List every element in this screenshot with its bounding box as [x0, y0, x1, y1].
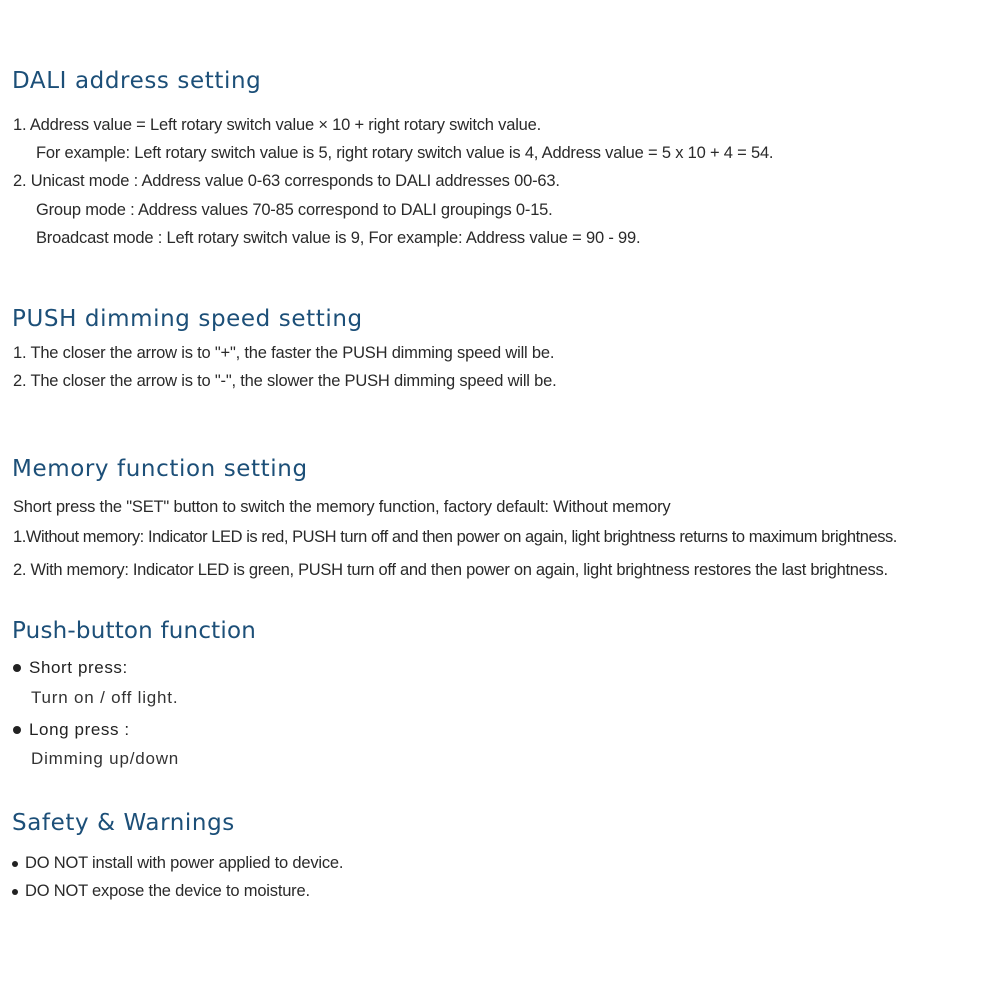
short-press-label: Short press:: [29, 658, 128, 677]
short-press-desc: Turn on / off light.: [31, 688, 179, 707]
dali-line-4: Group mode : Address values 70-85 correspond to DALI groupings 0-15.: [36, 201, 553, 219]
bullet-icon: [12, 861, 18, 867]
bullet-icon: [13, 726, 21, 734]
memory-line-2: 2. With memory: Indicator LED is green, PUSH turn off and then power on again, light brightness restores the last brightness.: [13, 561, 888, 579]
memory-heading: Memory function setting: [12, 456, 308, 482]
safety-item-2: [12, 882, 310, 901]
safety-item-1: [12, 854, 343, 873]
bullet-icon: [13, 664, 21, 672]
safety-item-text: DO NOT install with power applied to device.: [25, 854, 344, 872]
push-button-heading: Push-button function: [12, 618, 257, 644]
dali-line-2: For example: Left rotary switch value is 5, right rotary switch value is 4, Address value = 5 x 10 + 4 = 54.: [36, 144, 774, 162]
push-dimming-line-1: 1. The closer the arrow is to "+", the faster the PUSH dimming speed will be.: [13, 344, 555, 362]
short-press-row: [13, 658, 128, 678]
safety-heading: Safety & Warnings: [12, 810, 235, 836]
safety-item-text: DO NOT expose the device to moisture.: [25, 882, 310, 900]
long-press-row: [13, 720, 130, 740]
dali-line-1: 1. Address value = Left rotary switch value × 10 + right rotary switch value.: [13, 116, 541, 134]
long-press-label: Long press :: [29, 720, 130, 739]
long-press-desc: Dimming up/down: [31, 749, 180, 768]
memory-line-1: 1.Without memory: Indicator LED is red, PUSH turn off and then power on again, light brightness returns to maximum brightness.: [13, 528, 897, 546]
dali-line-3: 2. Unicast mode : Address value 0-63 corresponds to DALI addresses 00-63.: [13, 172, 560, 190]
push-dimming-line-2: 2. The closer the arrow is to "-", the slower the PUSH dimming speed will be.: [13, 372, 557, 390]
bullet-icon: [12, 889, 18, 895]
memory-line-intro: Short press the "SET" button to switch the memory function, factory default: Without memory: [13, 498, 671, 516]
dali-line-5: Broadcast mode : Left rotary switch value is 9, For example: Address value = 90 - 99.: [36, 229, 641, 247]
push-dimming-heading: PUSH dimming speed setting: [12, 306, 363, 332]
dali-heading: DALI address setting: [12, 68, 262, 94]
